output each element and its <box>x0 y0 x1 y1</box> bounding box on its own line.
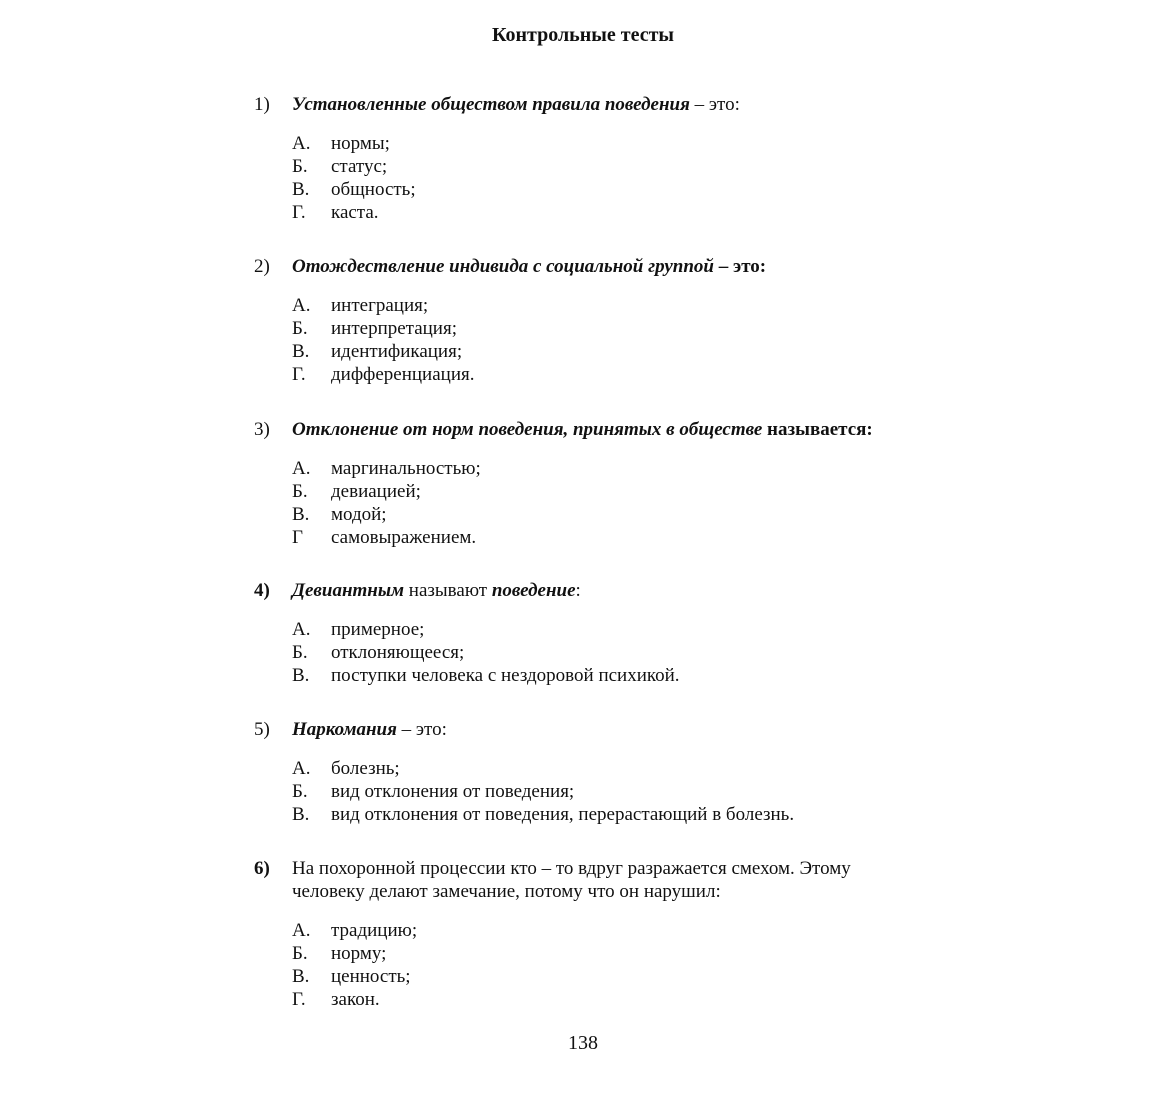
option-text: интерпретация; <box>331 318 457 339</box>
option-d[interactable] <box>292 526 954 549</box>
option-text: маргинальностью; <box>331 458 481 479</box>
question-text <box>254 255 954 278</box>
question-term: Установленные обществом правила поведения <box>292 94 690 115</box>
question-term: Отождествление индивида с социальной группой <box>292 256 714 277</box>
option-letter: В. <box>292 504 310 525</box>
option-letter: Г. <box>292 364 306 385</box>
option-text: традицию; <box>331 920 418 941</box>
question-suffix: – это: <box>689 94 740 115</box>
question-connector: называют <box>404 580 492 601</box>
answer-options <box>254 757 954 826</box>
question-text <box>254 579 954 602</box>
question-term: Наркомания <box>292 719 397 740</box>
question-suffix: : <box>575 580 581 601</box>
question-3 <box>254 418 954 549</box>
option-a[interactable] <box>292 132 954 155</box>
answer-options <box>254 919 924 1011</box>
option-text: девиацией; <box>331 481 421 502</box>
question-number: 5) <box>254 719 270 740</box>
option-text: модой; <box>331 504 387 525</box>
option-text: поступки человека с нездоровой психикой. <box>331 665 680 686</box>
option-letter: В. <box>292 966 310 987</box>
option-letter: Б. <box>292 318 308 339</box>
question-suffix: – это: <box>713 256 767 277</box>
question-suffix: называется: <box>762 419 873 440</box>
option-letter: Б. <box>292 481 308 502</box>
option-text: общность; <box>331 179 416 200</box>
option-text: вид отклонения от поведения; <box>331 781 575 802</box>
option-letter: В. <box>292 179 310 200</box>
option-text: ценность; <box>331 966 411 987</box>
option-a[interactable] <box>292 757 954 780</box>
question-number: 6) <box>254 858 270 879</box>
option-letter: А. <box>292 133 311 154</box>
option-text: интеграция; <box>331 295 429 316</box>
answer-options <box>254 457 954 549</box>
option-text: норму; <box>331 943 387 964</box>
answer-options <box>254 618 954 687</box>
option-c[interactable] <box>292 178 954 201</box>
option-a[interactable] <box>292 618 954 641</box>
question-text <box>254 718 954 741</box>
page-number: 138 <box>568 1032 598 1054</box>
option-text: идентификация; <box>331 341 463 362</box>
question-4 <box>254 579 954 687</box>
option-d[interactable] <box>292 988 924 1011</box>
question-text <box>254 418 954 441</box>
option-letter: Б. <box>292 156 308 177</box>
option-c[interactable] <box>292 803 954 826</box>
option-text: примерное; <box>331 619 425 640</box>
question-body: На похоронной процессии кто – то вдруг разражается смехом. Этому человеку делают замечание, потому что он нарушил: <box>292 858 851 902</box>
option-letter: А. <box>292 758 311 779</box>
option-c[interactable] <box>292 664 954 687</box>
question-number: 2) <box>254 256 270 277</box>
option-letter: А. <box>292 295 311 316</box>
option-text: статус; <box>331 156 388 177</box>
option-text: вид отклонения от поведения, перерастающий в болезнь. <box>331 804 795 825</box>
option-d[interactable] <box>292 363 954 386</box>
page-title: Контрольные тесты <box>491 24 675 46</box>
option-letter: Г <box>292 527 303 548</box>
option-letter: Б. <box>292 781 308 802</box>
option-letter: Б. <box>292 642 308 663</box>
option-a[interactable] <box>292 919 924 942</box>
question-1 <box>254 93 954 224</box>
question-term: Девиантным <box>292 580 405 601</box>
option-letter: Г. <box>292 202 306 223</box>
option-text: самовыражением. <box>331 527 477 548</box>
question-term: Отклонение от норм поведения, принятых в обществе <box>292 419 763 440</box>
option-letter: Б. <box>292 943 308 964</box>
option-text: закон. <box>331 989 380 1010</box>
option-d[interactable] <box>292 201 954 224</box>
question-2 <box>254 255 954 386</box>
option-letter: В. <box>292 665 310 686</box>
option-b[interactable] <box>292 317 954 340</box>
question-term-2: поведение <box>491 580 576 601</box>
option-text: каста. <box>331 202 379 223</box>
option-b[interactable] <box>292 780 954 803</box>
option-letter: А. <box>292 458 311 479</box>
option-b[interactable] <box>292 641 954 664</box>
option-text: болезнь; <box>331 758 400 779</box>
question-number: 3) <box>254 419 270 440</box>
option-b[interactable] <box>292 155 954 178</box>
option-text: дифференциация. <box>331 364 475 385</box>
question-5 <box>254 718 954 826</box>
option-letter: В. <box>292 341 310 362</box>
option-letter: В. <box>292 804 310 825</box>
option-c[interactable] <box>292 965 924 988</box>
option-a[interactable] <box>292 294 954 317</box>
option-text: нормы; <box>331 133 390 154</box>
question-suffix: – это: <box>396 719 447 740</box>
option-b[interactable] <box>292 480 954 503</box>
question-text <box>254 857 924 903</box>
option-c[interactable] <box>292 340 954 363</box>
question-6 <box>254 857 924 1011</box>
answer-options <box>254 294 954 386</box>
option-a[interactable] <box>292 457 954 480</box>
option-c[interactable] <box>292 503 954 526</box>
option-letter: А. <box>292 920 311 941</box>
option-letter: А. <box>292 619 311 640</box>
option-text: отклоняющееся; <box>331 642 465 663</box>
option-b[interactable] <box>292 942 924 965</box>
option-letter: Г. <box>292 989 306 1010</box>
answer-options <box>254 132 954 224</box>
question-text <box>254 93 954 116</box>
question-number: 4) <box>254 580 270 601</box>
question-number: 1) <box>254 94 270 115</box>
